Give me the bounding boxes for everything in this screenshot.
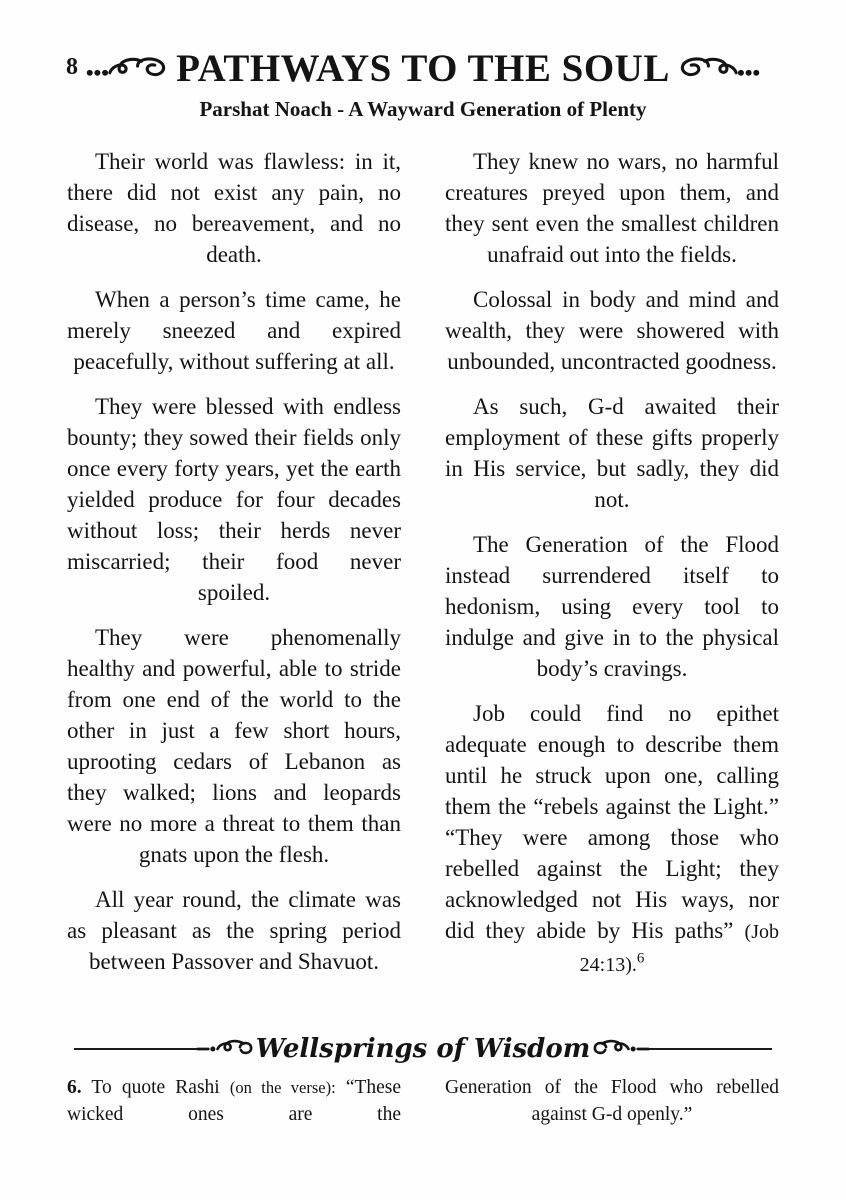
footnote-continuation: Generation of the Flood who rebelled against G-d openly.” bbox=[445, 1077, 779, 1125]
chapter-subtitle: Parshat Noach - A Wayward Generation of Plenty bbox=[199, 97, 647, 121]
divider-flourish-left-icon bbox=[197, 1038, 253, 1060]
page-header bbox=[0, 0, 846, 122]
paragraph: Colossal in body and mind and wealth, they were showered with unbounded, uncontracted goodness. bbox=[445, 287, 779, 374]
divider-rule-left bbox=[74, 1048, 197, 1050]
verse-citation: (Job 24:13). bbox=[579, 921, 779, 976]
paragraph-with-citation bbox=[445, 698, 779, 981]
paragraph: When a person’s time came, he merely sneezed and expired peacefully, without suffering at all. bbox=[67, 287, 401, 374]
paragraph: As such, G-d awaited their employment of these gifts properly in His service, but sadly, they did not. bbox=[445, 394, 779, 512]
footnote-section bbox=[0, 1034, 846, 1128]
paragraph: The Generation of the Flood instead surrendered itself to hedonism, using every tool to indulge and give in to the physical body’s cravings. bbox=[445, 532, 779, 681]
body-columns bbox=[0, 146, 846, 995]
paragraph: They were phenomenally healthy and powerful, able to stride from one end of the world to the other in just a few short hours, uprooting cedars of Lebanon as they walked; lions and leopards were no more a threat to them than gnats upon the flesh. bbox=[67, 625, 401, 867]
paragraph: All year round, the climate was as pleasant as the spring period between Passover and Shavuot. bbox=[67, 887, 401, 974]
footnote-reference: 6 bbox=[636, 950, 645, 967]
footnote-quote-start: “These wicked ones are the bbox=[67, 1077, 402, 1125]
left-column bbox=[67, 146, 401, 995]
page-number: 8 bbox=[66, 54, 78, 80]
divider-flourish-right-icon bbox=[593, 1038, 649, 1060]
footnote-parenthetical: (on the verse): bbox=[229, 1078, 336, 1097]
paragraph: Their world was flawless: in it, there did not exist any pain, no disease, no bereavement, and no death. bbox=[67, 149, 401, 267]
footnote-columns bbox=[0, 1074, 846, 1128]
footnote-number: 6. bbox=[67, 1077, 82, 1098]
footnote-right-column bbox=[445, 1074, 779, 1128]
paragraph: They were blessed with endless bounty; they sowed their fields only once every forty years, yet the earth yielded produce for four decades without loss; their herds never miscarried; their food never spoiled. bbox=[67, 394, 401, 605]
footnote-text-start: To quote Rashi bbox=[91, 1077, 220, 1098]
footnote-left-column bbox=[67, 1074, 401, 1128]
title-row bbox=[0, 42, 846, 94]
section-divider bbox=[0, 1034, 846, 1064]
page-title: PATHWAYS TO THE SOUL bbox=[176, 46, 670, 90]
divider-rule-right bbox=[649, 1048, 772, 1050]
divider-title: Wellsprings of Wisdom bbox=[255, 1034, 591, 1064]
paragraph-text: Job could find no epithet adequate enough to describe them until he struck upon one, calling them the “rebels against the Light.” “They were among those who rebelled against the Light; they acknowledged not His ways, nor did they abide by His paths” bbox=[445, 701, 779, 943]
scroll-flourish-right-icon bbox=[674, 54, 762, 82]
paragraph: They knew no wars, no harmful creatures preyed upon them, and they sent even the smallest children unafraid out into the fields. bbox=[445, 149, 779, 267]
footnote-text bbox=[67, 1074, 401, 1128]
scroll-flourish-left-icon bbox=[84, 54, 172, 82]
right-column bbox=[445, 146, 779, 995]
